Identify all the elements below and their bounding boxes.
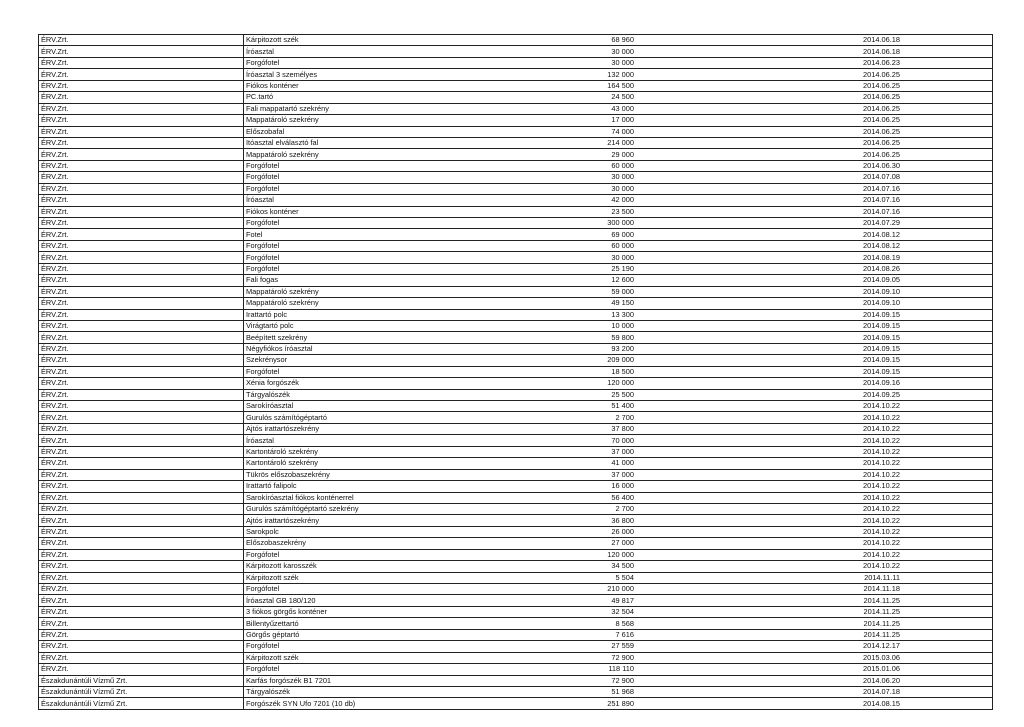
cell-item: Fiókos konténer: [244, 80, 503, 91]
table-row: [39, 298, 993, 309]
cell-item: Íróasztal: [244, 435, 503, 446]
cell-value: 7 616: [502, 629, 802, 640]
cell-organization: ÉRV.Zrt.: [39, 435, 244, 446]
cell-item: Forgószék SYN Ufo 7201 (10 db): [244, 698, 503, 709]
cell-date: 2014.07.18: [802, 686, 993, 697]
cell-value: 42 000: [502, 195, 802, 206]
table-row: [39, 629, 993, 640]
table-row: [39, 481, 993, 492]
table-row: [39, 412, 993, 423]
cell-value: 17 000: [502, 115, 802, 126]
cell-date: 2014.07.16: [802, 195, 993, 206]
cell-organization: ÉRV.Zrt.: [39, 103, 244, 114]
cell-organization: ÉRV.Zrt.: [39, 252, 244, 263]
cell-value: 120 000: [502, 378, 802, 389]
cell-organization: ÉRV.Zrt.: [39, 664, 244, 675]
cell-date: 2014.10.22: [802, 515, 993, 526]
cell-value: 41 000: [502, 458, 802, 469]
cell-organization: ÉRV.Zrt.: [39, 492, 244, 503]
table-row: [39, 469, 993, 480]
table-row: [39, 446, 993, 457]
cell-organization: ÉRV.Zrt.: [39, 275, 244, 286]
cell-value: 209 000: [502, 355, 802, 366]
cell-date: 2014.08.12: [802, 229, 993, 240]
cell-value: 60 000: [502, 240, 802, 251]
cell-organization: ÉRV.Zrt.: [39, 526, 244, 537]
cell-value: 49 817: [502, 595, 802, 606]
cell-date: 2014.10.22: [802, 401, 993, 412]
cell-item: Kárpitozott szék: [244, 652, 503, 663]
table-row: [39, 538, 993, 549]
cell-organization: ÉRV.Zrt.: [39, 629, 244, 640]
cell-item: Kartontároló szekrény: [244, 446, 503, 457]
table-row: [39, 515, 993, 526]
cell-item: Irattartó polc: [244, 309, 503, 320]
table-row: [39, 252, 993, 263]
cell-date: 2014.06.25: [802, 149, 993, 160]
cell-date: 2014.06.23: [802, 57, 993, 68]
cell-organization: ÉRV.Zrt.: [39, 240, 244, 251]
cell-item: 3 fiókos görgős konténer: [244, 606, 503, 617]
cell-date: 2014.10.22: [802, 435, 993, 446]
cell-value: 12 600: [502, 275, 802, 286]
table-row: [39, 641, 993, 652]
cell-value: 25 190: [502, 263, 802, 274]
cell-value: 25 500: [502, 389, 802, 400]
cell-item: Mappatároló szekrény: [244, 286, 503, 297]
cell-organization: ÉRV.Zrt.: [39, 263, 244, 274]
cell-organization: ÉRV.Zrt.: [39, 149, 244, 160]
cell-organization: ÉRV.Zrt.: [39, 92, 244, 103]
cell-organization: ÉRV.Zrt.: [39, 229, 244, 240]
cell-item: Forgófotel: [244, 263, 503, 274]
cell-item: Tárgyalószék: [244, 686, 503, 697]
cell-item: Itóasztal elválasztó fal: [244, 137, 503, 148]
cell-value: 72 900: [502, 652, 802, 663]
cell-date: 2014.10.22: [802, 469, 993, 480]
cell-organization: ÉRV.Zrt.: [39, 309, 244, 320]
cell-value: 37 000: [502, 469, 802, 480]
table-row: [39, 137, 993, 148]
cell-date: 2014.06.25: [802, 115, 993, 126]
cell-value: 120 000: [502, 549, 802, 560]
cell-date: 2014.08.19: [802, 252, 993, 263]
cell-date: 2014.09.10: [802, 298, 993, 309]
cell-item: Szekrénysor: [244, 355, 503, 366]
cell-date: 2015.01.06: [802, 664, 993, 675]
cell-organization: ÉRV.Zrt.: [39, 469, 244, 480]
cell-date: 2014.06.20: [802, 675, 993, 686]
cell-item: Forgófotel: [244, 664, 503, 675]
cell-value: 59 000: [502, 286, 802, 297]
table-row: [39, 343, 993, 354]
cell-item: Íróasztal 3 személyes: [244, 69, 503, 80]
table-row: [39, 366, 993, 377]
cell-value: 27 000: [502, 538, 802, 549]
table-row: [39, 172, 993, 183]
cell-item: Kárpitozott karosszék: [244, 561, 503, 572]
cell-item: Négyfiókos íróasztal: [244, 343, 503, 354]
cell-item: Fali mappatartó szekrény: [244, 103, 503, 114]
cell-item: Ajtós irattartószekrény: [244, 515, 503, 526]
cell-date: 2014.06.25: [802, 137, 993, 148]
cell-value: 34 500: [502, 561, 802, 572]
cell-item: Forgófotel: [244, 240, 503, 251]
cell-value: 74 000: [502, 126, 802, 137]
cell-date: 2014.10.22: [802, 526, 993, 537]
cell-item: Irattartó falipolc: [244, 481, 503, 492]
cell-date: 2014.06.25: [802, 126, 993, 137]
cell-item: PC.tartó: [244, 92, 503, 103]
cell-organization: ÉRV.Zrt.: [39, 538, 244, 549]
cell-value: 8 568: [502, 618, 802, 629]
cell-value: 49 150: [502, 298, 802, 309]
cell-date: 2014.10.22: [802, 446, 993, 457]
cell-item: Kartontároló szekrény: [244, 458, 503, 469]
cell-organization: ÉRV.Zrt.: [39, 606, 244, 617]
cell-value: 72 900: [502, 675, 802, 686]
cell-organization: ÉRV.Zrt.: [39, 652, 244, 663]
cell-date: 2014.08.26: [802, 263, 993, 274]
cell-date: 2014.11.25: [802, 618, 993, 629]
cell-item: Gurulós számítógéptartó: [244, 412, 503, 423]
cell-value: 30 000: [502, 57, 802, 68]
cell-item: Előszobaszekrény: [244, 538, 503, 549]
table-row: [39, 160, 993, 171]
cell-date: 2014.11.11: [802, 572, 993, 583]
cell-date: 2014.09.15: [802, 366, 993, 377]
cell-item: Sarokíróasztal fiókos konténerrel: [244, 492, 503, 503]
cell-item: Forgófotel: [244, 57, 503, 68]
table-row: [39, 80, 993, 91]
cell-value: 27 559: [502, 641, 802, 652]
cell-item: Beépített szekrény: [244, 332, 503, 343]
cell-organization: ÉRV.Zrt.: [39, 595, 244, 606]
cell-organization: ÉRV.Zrt.: [39, 57, 244, 68]
cell-value: 16 000: [502, 481, 802, 492]
cell-item: Forgófotel: [244, 641, 503, 652]
table-row: [39, 652, 993, 663]
cell-organization: ÉRV.Zrt.: [39, 378, 244, 389]
cell-organization: ÉRV.Zrt.: [39, 183, 244, 194]
table-row: [39, 435, 993, 446]
cell-date: 2014.08.15: [802, 698, 993, 709]
table-row: [39, 57, 993, 68]
cell-date: 2014.07.16: [802, 183, 993, 194]
cell-date: 2014.06.25: [802, 69, 993, 80]
cell-value: 118 110: [502, 664, 802, 675]
cell-organization: ÉRV.Zrt.: [39, 172, 244, 183]
cell-value: 70 000: [502, 435, 802, 446]
cell-item: Forgófotel: [244, 549, 503, 560]
cell-organization: ÉRV.Zrt.: [39, 641, 244, 652]
table-row: [39, 584, 993, 595]
cell-value: 56 400: [502, 492, 802, 503]
table-row: [39, 240, 993, 251]
cell-date: 2014.06.30: [802, 160, 993, 171]
cell-item: Előszobafal: [244, 126, 503, 137]
cell-value: 32 504: [502, 606, 802, 617]
cell-date: 2014.09.25: [802, 389, 993, 400]
cell-date: 2014.11.25: [802, 595, 993, 606]
cell-date: 2014.10.22: [802, 538, 993, 549]
cell-organization: ÉRV.Zrt.: [39, 298, 244, 309]
cell-item: Virágtartó polc: [244, 320, 503, 331]
table-row: [39, 263, 993, 274]
cell-date: 2014.11.25: [802, 629, 993, 640]
cell-organization: ÉRV.Zrt.: [39, 366, 244, 377]
cell-organization: ÉRV.Zrt.: [39, 549, 244, 560]
cell-value: 210 000: [502, 584, 802, 595]
cell-item: Tárgyalószék: [244, 389, 503, 400]
table-row: [39, 286, 993, 297]
cell-organization: ÉRV.Zrt.: [39, 286, 244, 297]
table-row: [39, 309, 993, 320]
cell-organization: ÉRV.Zrt.: [39, 115, 244, 126]
cell-organization: ÉRV.Zrt.: [39, 503, 244, 514]
table-row: [39, 492, 993, 503]
table-row: [39, 561, 993, 572]
cell-organization: ÉRV.Zrt.: [39, 206, 244, 217]
cell-item: Forgófotel: [244, 252, 503, 263]
cell-date: 2014.10.22: [802, 492, 993, 503]
cell-value: 30 000: [502, 46, 802, 57]
cell-value: 214 000: [502, 137, 802, 148]
cell-organization: ÉRV.Zrt.: [39, 515, 244, 526]
cell-value: 2 700: [502, 503, 802, 514]
cell-date: 2014.10.22: [802, 423, 993, 434]
table-row: [39, 389, 993, 400]
cell-item: Forgófotel: [244, 366, 503, 377]
cell-date: 2014.09.15: [802, 320, 993, 331]
cell-date: 2014.09.05: [802, 275, 993, 286]
cell-organization: ÉRV.Zrt.: [39, 218, 244, 229]
cell-date: 2014.09.10: [802, 286, 993, 297]
table-row: [39, 549, 993, 560]
cell-date: 2014.10.22: [802, 481, 993, 492]
table-row: [39, 698, 993, 709]
cell-date: 2014.10.22: [802, 503, 993, 514]
cell-organization: ÉRV.Zrt.: [39, 343, 244, 354]
table-row: [39, 206, 993, 217]
cell-value: 59 800: [502, 332, 802, 343]
cell-item: Billentyűzettartó: [244, 618, 503, 629]
cell-organization: ÉRV.Zrt.: [39, 481, 244, 492]
cell-organization: ÉRV.Zrt.: [39, 389, 244, 400]
table-row: [39, 229, 993, 240]
cell-date: 2014.07.08: [802, 172, 993, 183]
cell-value: 37 000: [502, 446, 802, 457]
cell-organization: ÉRV.Zrt.: [39, 561, 244, 572]
cell-item: Görgős géptartó: [244, 629, 503, 640]
cell-item: Mappatároló szekrény: [244, 298, 503, 309]
cell-date: 2015.03.06: [802, 652, 993, 663]
cell-date: 2014.09.15: [802, 332, 993, 343]
cell-item: Íróasztal: [244, 46, 503, 57]
cell-organization: ÉRV.Zrt.: [39, 69, 244, 80]
cell-date: 2014.08.12: [802, 240, 993, 251]
cell-date: 2014.07.16: [802, 206, 993, 217]
cell-item: Sarokpolc: [244, 526, 503, 537]
cell-item: Fali fogas: [244, 275, 503, 286]
table-row: [39, 618, 993, 629]
cell-date: 2014.11.25: [802, 606, 993, 617]
cell-item: Mappatároló szekrény: [244, 149, 503, 160]
cell-date: 2014.06.25: [802, 103, 993, 114]
cell-date: 2014.07.29: [802, 218, 993, 229]
cell-value: 13 300: [502, 309, 802, 320]
cell-item: Íróasztal GB 180/120: [244, 595, 503, 606]
cell-value: 29 000: [502, 149, 802, 160]
cell-value: 10 000: [502, 320, 802, 331]
table-row: [39, 355, 993, 366]
cell-organization: ÉRV.Zrt.: [39, 137, 244, 148]
cell-value: 2 700: [502, 412, 802, 423]
table-row: [39, 332, 993, 343]
cell-value: 30 000: [502, 183, 802, 194]
cell-item: Sarokíróasztal: [244, 401, 503, 412]
cell-item: Xénia forgószék: [244, 378, 503, 389]
cell-date: 2014.06.18: [802, 46, 993, 57]
cell-organization: ÉRV.Zrt.: [39, 446, 244, 457]
table-row: [39, 595, 993, 606]
cell-item: Forgófotel: [244, 218, 503, 229]
cell-organization: ÉRV.Zrt.: [39, 401, 244, 412]
cell-date: 2014.10.22: [802, 458, 993, 469]
cell-item: Ajtós irattartószekrény: [244, 423, 503, 434]
table-row: [39, 218, 993, 229]
cell-value: 60 000: [502, 160, 802, 171]
table-row: [39, 103, 993, 114]
cell-item: Íróasztal: [244, 195, 503, 206]
cell-item: Forgófotel: [244, 172, 503, 183]
cell-date: 2014.09.15: [802, 309, 993, 320]
cell-value: 68 960: [502, 35, 802, 46]
cell-date: 2014.06.25: [802, 80, 993, 91]
cell-date: 2014.09.15: [802, 355, 993, 366]
table-row: [39, 149, 993, 160]
cell-organization: ÉRV.Zrt.: [39, 126, 244, 137]
table-row: [39, 458, 993, 469]
cell-organization: ÉRV.Zrt.: [39, 160, 244, 171]
cell-item: Forgófotel: [244, 584, 503, 595]
cell-item: Fiókos konténer: [244, 206, 503, 217]
table-row: [39, 503, 993, 514]
table-row: [39, 69, 993, 80]
cell-value: 37 800: [502, 423, 802, 434]
table-row: [39, 275, 993, 286]
cell-date: 2014.06.25: [802, 92, 993, 103]
cell-item: Forgófotel: [244, 183, 503, 194]
table-row: [39, 606, 993, 617]
cell-value: 26 000: [502, 526, 802, 537]
cell-value: 251 890: [502, 698, 802, 709]
table-row: [39, 92, 993, 103]
cell-organization: ÉRV.Zrt.: [39, 423, 244, 434]
cell-value: 43 000: [502, 103, 802, 114]
table-row: [39, 183, 993, 194]
cell-value: 93 200: [502, 343, 802, 354]
cell-organization: Északdunántúli Vízmű Zrt.: [39, 686, 244, 697]
cell-item: Kárpitozott szék: [244, 35, 503, 46]
cell-value: 164 500: [502, 80, 802, 91]
cell-value: 51 968: [502, 686, 802, 697]
cell-organization: ÉRV.Zrt.: [39, 584, 244, 595]
table-row: [39, 115, 993, 126]
cell-value: 69 000: [502, 229, 802, 240]
cell-date: 2014.10.22: [802, 561, 993, 572]
cell-item: Gurulós számítógéptartó szekrény: [244, 503, 503, 514]
cell-organization: ÉRV.Zrt.: [39, 46, 244, 57]
cell-value: 23 500: [502, 206, 802, 217]
cell-date: 2014.11.18: [802, 584, 993, 595]
cell-organization: ÉRV.Zrt.: [39, 412, 244, 423]
cell-organization: ÉRV.Zrt.: [39, 80, 244, 91]
cell-organization: ÉRV.Zrt.: [39, 618, 244, 629]
cell-date: 2014.06.18: [802, 35, 993, 46]
cell-organization: Északdunántúli Vízmű Zrt.: [39, 675, 244, 686]
table-row: [39, 46, 993, 57]
cell-item: Kárpitozott szék: [244, 572, 503, 583]
table-row: [39, 378, 993, 389]
cell-organization: ÉRV.Zrt.: [39, 572, 244, 583]
cell-value: 300 000: [502, 218, 802, 229]
cell-value: 18 500: [502, 366, 802, 377]
table-row: [39, 423, 993, 434]
table-row: [39, 35, 993, 46]
table-row: [39, 195, 993, 206]
cell-value: 24 500: [502, 92, 802, 103]
cell-item: Mappatároló szekrény: [244, 115, 503, 126]
table-row: [39, 320, 993, 331]
cell-date: 2014.09.16: [802, 378, 993, 389]
cell-value: 51 400: [502, 401, 802, 412]
table-row: [39, 664, 993, 675]
cell-organization: ÉRV.Zrt.: [39, 320, 244, 331]
cell-organization: ÉRV.Zrt.: [39, 458, 244, 469]
table-row: [39, 686, 993, 697]
cell-organization: ÉRV.Zrt.: [39, 35, 244, 46]
cell-value: 30 000: [502, 252, 802, 263]
cell-item: Karfás forgószék B1 7201: [244, 675, 503, 686]
table-row: [39, 401, 993, 412]
cell-value: 5 504: [502, 572, 802, 583]
cell-item: Fotel: [244, 229, 503, 240]
cell-value: 36 800: [502, 515, 802, 526]
cell-organization: Északdunántúli Vízmű Zrt.: [39, 698, 244, 709]
cell-value: 30 000: [502, 172, 802, 183]
cell-date: 2014.10.22: [802, 412, 993, 423]
cell-date: 2014.10.22: [802, 549, 993, 560]
cell-item: Tükrös előszobaszekrény: [244, 469, 503, 480]
inventory-table: [38, 34, 993, 710]
cell-organization: ÉRV.Zrt.: [39, 195, 244, 206]
cell-value: 132 000: [502, 69, 802, 80]
cell-date: 2014.09.15: [802, 343, 993, 354]
table-row: [39, 675, 993, 686]
table-row: [39, 572, 993, 583]
cell-organization: ÉRV.Zrt.: [39, 332, 244, 343]
cell-organization: ÉRV.Zrt.: [39, 355, 244, 366]
table-row: [39, 526, 993, 537]
cell-date: 2014.12.17: [802, 641, 993, 652]
table-row: [39, 126, 993, 137]
cell-item: Forgófotel: [244, 160, 503, 171]
